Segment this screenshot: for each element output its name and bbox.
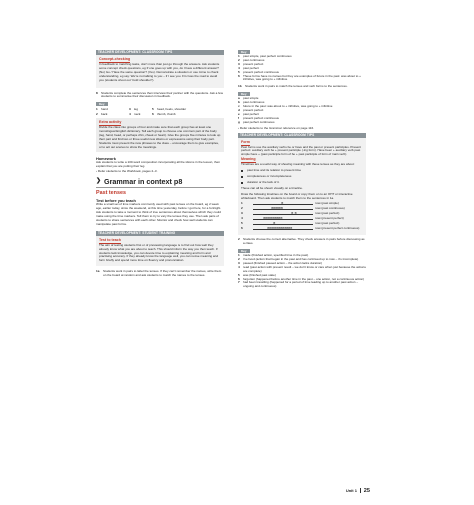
exercise-text: Students choose the correct alternative. They check answers in pairs before discussing as a class. xyxy=(243,237,365,246)
past-tenses-heading: Past tenses xyxy=(96,190,126,197)
exercise-number: 1b xyxy=(238,84,242,89)
classroom-tips-box-2 xyxy=(238,133,366,236)
timeline xyxy=(241,227,363,231)
bullet-text: duration or the lack of it. xyxy=(247,179,280,184)
key-number: 1 xyxy=(238,54,240,58)
meaning-text: Timelines are a useful way of showing meaning with these tenses as they are about: xyxy=(241,162,355,167)
key-answer: past simple xyxy=(243,96,259,101)
box-body xyxy=(96,236,224,267)
grammar-reference: › Refer students to the Grammar reference on page 116. xyxy=(238,125,314,130)
timeline-line xyxy=(253,215,313,220)
page-number: 25 xyxy=(363,488,370,494)
form-text: Past forms use the auxiliary verbs be or have and the past or present participles. Present perfect: auxiliary verb be + present participle (-ing form). Have been + auxiliary verb past simple have + (past participle form of be + past participle of form of main verb) xyxy=(241,144,361,157)
classroom-tips-box xyxy=(96,50,224,88)
bullet-text: completeness or incompleteness xyxy=(247,174,292,179)
timeline-line xyxy=(253,200,313,205)
homework-heading: Homework xyxy=(96,155,116,161)
key-answer: past continuous xyxy=(243,100,265,105)
key-number: 6 xyxy=(238,276,240,281)
bullet-item xyxy=(241,175,363,179)
key-answer: thumb, thumb xyxy=(157,112,176,117)
box-subheading: Test to teach xyxy=(99,237,121,242)
footer-divider xyxy=(360,488,361,493)
exercise-2 xyxy=(238,238,366,246)
exercise-1a xyxy=(96,270,224,278)
exercise-text: Students complete the sentences then interview their partner with the questions. Ask a few students to summarise their discussion in feedback. xyxy=(101,90,223,99)
timeline xyxy=(241,207,363,211)
timeline-number: 3 xyxy=(241,210,243,215)
timeline-line xyxy=(253,210,313,215)
meaning-heading: Meaning xyxy=(241,157,256,162)
left-column xyxy=(96,50,224,278)
key-number: 5 xyxy=(152,107,154,112)
key-letter: d xyxy=(238,107,240,112)
key-answer: past continuous xyxy=(243,57,265,62)
key-tag: Key xyxy=(238,249,250,253)
timeline-line xyxy=(253,205,313,210)
key-number: 4 xyxy=(129,112,131,117)
grammar-reference-text: Refer students to the Grammar reference on page 116. xyxy=(239,125,314,130)
exercise-text: Students work in pairs to match the tenses and verb forms to the sentences. xyxy=(245,84,348,89)
box-title-bar: TEACHER DEVELOPMENT: CLASSROOM TIPS xyxy=(96,50,224,55)
key-number: 7 xyxy=(238,280,240,285)
exercise-text: Students work in pairs to label the tenses. If they can't remember the names, write them on the board at random and ask students to match the names to the tenses. xyxy=(103,269,222,278)
extra-activity-text: Divide the class into groups of four and make sure that each group has at least one monolingual English dictionary. Tell each group to choose one common part of the body (leg, hand, head, or perhaps chin, cheek or heart). Give the groups five minutes to look up their part and find two or three useful new idioms or expressions using their body part. Students must present the new phrases to the class – encourage them to give examples, or to act out scenes to show the meanings. xyxy=(99,125,221,149)
box-body xyxy=(238,138,366,236)
exercise-8 xyxy=(96,92,224,100)
key-letter: f xyxy=(238,115,240,120)
key-answer: leg xyxy=(134,107,139,112)
key-tag: Key xyxy=(238,92,250,96)
draw-instructions: Draw the following timelines on the board or copy them on to an OHT or interactive whiteboard. Then ask students to match them to the sentences in 1a. xyxy=(241,191,353,200)
exercise-1b xyxy=(238,85,366,89)
timeline-marker-icon: ✕ xyxy=(273,220,276,225)
box-body xyxy=(96,55,224,88)
bullet-text: past time and its relation to present time xyxy=(247,168,302,173)
timeline xyxy=(241,212,363,216)
key-number: 2 xyxy=(96,112,98,117)
timeline-label: now (present perfect) xyxy=(315,216,344,221)
timeline-number: 4 xyxy=(241,216,243,221)
key-number: 5 xyxy=(238,272,240,277)
extra-activity-box xyxy=(96,118,224,151)
key-number: 3 xyxy=(238,61,240,66)
box-title-bar: TEACHER DEVELOPMENT: STUDENT TRAINING xyxy=(96,231,224,236)
key-answer: neck xyxy=(134,112,141,117)
key-number: 4 xyxy=(238,65,240,70)
key-answer: These forms have no names but they are examples of future in the past: was about to + infinitive, was going to + infinitive xyxy=(243,73,361,82)
key-number: 6 xyxy=(238,73,240,78)
key-letter: b xyxy=(238,100,240,105)
timeline-line xyxy=(253,225,313,230)
timeline-line xyxy=(253,220,313,225)
key-answer: forgotten (happened before another time in the past – one action, not a continuous action) xyxy=(243,276,365,281)
timeline-marker-icon: ✕ xyxy=(281,200,284,205)
timeline-number: 2 xyxy=(241,205,243,210)
after-bullets-text: These can all be shown visually on a timeline. xyxy=(241,185,303,190)
key-answer: was (finished past state) xyxy=(243,272,276,277)
key-number: 3 xyxy=(129,107,131,112)
exercise-number: 2 xyxy=(238,237,240,242)
timeline-label: now (present perfect continuous) xyxy=(315,226,360,231)
teacher-book-page xyxy=(96,50,370,505)
workbook-reference: › Refer students to the Workbook, pages 2–3. xyxy=(96,169,158,174)
key-answer: had been travelling (happened for a period of time leading up to another past action – ongoing and continuous) xyxy=(243,280,359,289)
key-answer: past perfect xyxy=(243,65,259,70)
timeline-number: 1 xyxy=(241,200,243,205)
key-answer: back xyxy=(101,112,108,117)
bullet-icon xyxy=(241,182,243,184)
key-number: 4 xyxy=(238,264,240,269)
homework-text: Ask students to write a 100-word composition incorporating all the idioms in the lesson, then explain that you are putting their leg. xyxy=(96,159,220,168)
key-letter: a xyxy=(238,96,240,101)
key-answer: present perfect xyxy=(243,107,264,112)
key-answer: present perfect xyxy=(243,61,264,66)
test-before-teach-heading: Test before you teach xyxy=(96,198,136,204)
bullet-item xyxy=(241,169,363,173)
timeline xyxy=(241,217,363,221)
key-answer: past simple, past perfect continuous xyxy=(243,54,292,58)
key-tag: Key xyxy=(96,102,108,106)
key-item xyxy=(238,121,366,125)
key-answer: head, heels, shoulder xyxy=(157,107,187,112)
timeline-span-icon: ✕✕✕✕✕✕✕✕✕✕ xyxy=(263,215,283,220)
box-text: In feedback to matching tasks, don't more than just go through the answers. Ask students some concept check questions, eg If one goes up with you, do I have a different answer? (No) Go / Have the same question? (Yes). Demonstrate a situation or use mime to check understanding, eg say: We're not talking to you – if I see you. Fit cross the road to avoid you (students shout out 'Cold shoulder!'). xyxy=(99,62,220,82)
key-answer: present perfect continuous xyxy=(243,115,279,120)
key-number: 1 xyxy=(96,107,98,112)
bullet-icon xyxy=(241,176,243,178)
key-answer: made (finished action, specified time in the past) xyxy=(243,253,309,258)
timeline-span-icon: ✕✕✕✕✕✕✕✕✕✕✕✕✕ xyxy=(267,225,292,230)
timeline-span-icon: ✕✕✕✕✕✕ xyxy=(271,205,283,210)
key-answer: hand xyxy=(101,107,108,112)
section-heading xyxy=(96,177,224,188)
key-answer: future in the past: was about to + infinitive, was going to + infinitive xyxy=(243,104,333,109)
key-number: 1 xyxy=(238,253,240,258)
key-item xyxy=(238,75,366,83)
timeline-number: 5 xyxy=(241,221,243,226)
timeline-label: now (past simple) xyxy=(315,200,339,205)
exercise-number: 8 xyxy=(96,90,98,95)
key-answer: passed (finished passed action – the action lacks duration) xyxy=(243,260,323,265)
timeline-label: now (past continuous) xyxy=(315,205,345,210)
bullet-item xyxy=(241,181,363,185)
key-number: 2 xyxy=(238,57,240,62)
key-answer: read (past action with present result – we don't know or care when just because the actions are complete) xyxy=(243,264,366,273)
key-answer: past perfect continuous xyxy=(243,119,275,124)
key-number: 6 xyxy=(152,112,154,117)
key-letter: c xyxy=(238,104,240,109)
timeline-label: now (past perfect) xyxy=(315,210,340,215)
box-title-bar: TEACHER DEVELOPMENT: CLASSROOM TIPS xyxy=(238,133,366,138)
box-text: The aim of testing students first or of previewing language is to find out how well they already know what you are about to teach. This should inform the way you then teach. If students lack knowledge, you can devote time to explaining meaning and form and practising accuracy. If they already know the language well, you can revise meaning and form briefly and spend more time on fluency and pronunciation. xyxy=(99,242,219,263)
test-before-teach-text: Write a small set of time markers commonly used with past tenses on the board, eg 2 week ago, earlier today, since the weekend, at this time yesterday, before I got here, for a fortnight. Ask students to take a moment to think of true sentences about themselves which they could make using the time markers. Tell them to try to vary the tenses they use. Then ask pairs of students to share sentences with each other. Monitor and check how well students can manipulate past forms. xyxy=(96,202,222,226)
workbook-reference-text: Refer students to the Workbook, pages 2–3. xyxy=(97,169,158,174)
bullet-icon xyxy=(241,170,243,172)
timeline-marker-icon: ✕ ✕ xyxy=(291,210,297,215)
chevron-right-icon: ❯ xyxy=(96,178,102,185)
key-answer: present perfect continuous xyxy=(243,69,279,74)
key-row xyxy=(96,113,224,117)
key-number: 3 xyxy=(238,260,240,265)
key-number: 5 xyxy=(238,69,240,74)
page-footer xyxy=(314,488,370,494)
key-tag: Key xyxy=(238,50,250,54)
key-answer: I've lived (action that began in the past and has continued up to now – it's incomplete) xyxy=(243,257,359,262)
box-subheading: Concept-checking xyxy=(99,57,131,61)
key-answer: past perfect xyxy=(243,111,259,116)
form-heading: Form xyxy=(241,139,250,144)
exercise-number: 1a xyxy=(96,269,100,274)
right-column xyxy=(238,50,366,289)
key-number: 2 xyxy=(238,257,240,262)
section-heading-text: Grammar in context p8 xyxy=(104,177,183,187)
key-letter: e xyxy=(238,111,240,116)
unit-label: Unit 1 xyxy=(345,488,357,493)
student-training-box xyxy=(96,231,224,267)
key-item xyxy=(238,281,366,289)
extra-activity-title: Extra activity xyxy=(99,120,122,125)
key-letter: g xyxy=(238,119,240,124)
timeline-label: now (past perfect) xyxy=(315,221,340,226)
timeline-number: 6 xyxy=(241,226,243,231)
